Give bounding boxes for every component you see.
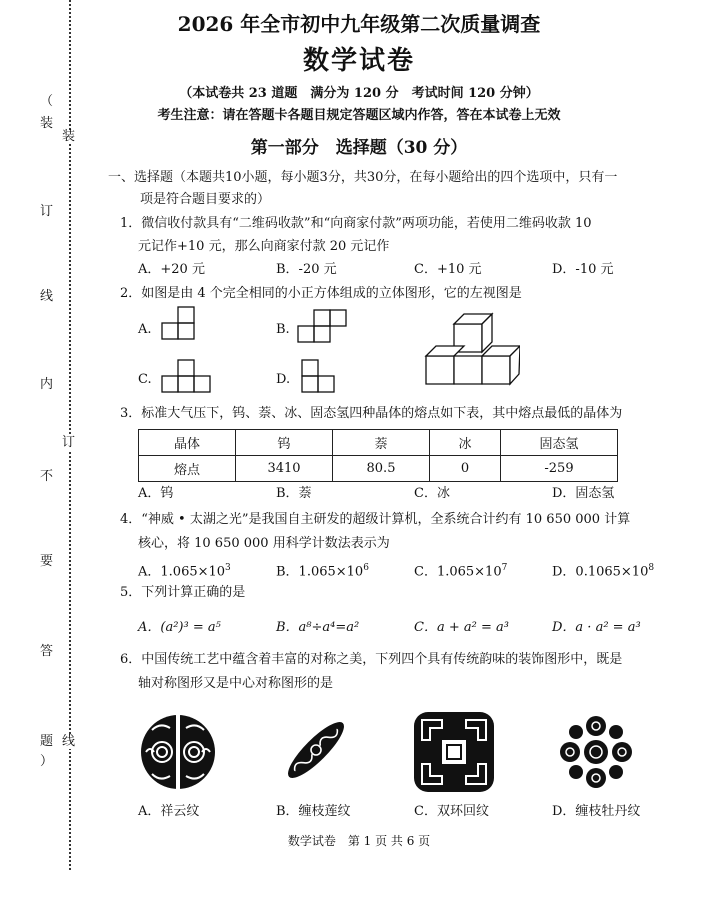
option-label: A．1.065×10 [138,564,226,580]
binding-char: （ [40,94,54,109]
q6-option-c: C．双环回纹 [414,804,489,819]
option-exponent: 6 [363,563,369,573]
q2-figure-b [296,308,352,348]
binding-char: 题 [40,734,54,749]
exam-title: 2026 年全市初中九年级第二次质量调查 [177,12,541,36]
question-1-text: 元记作+10 元，那么向商家付款 20 元记作 [138,239,390,254]
melting-point-table [138,429,618,482]
q5-option-b: B．a⁸÷a⁴=a² [276,620,360,635]
binding-char: ） [40,754,54,769]
table-cell: 冰 [430,430,501,456]
q1-option-c: C．+10 元 [414,262,482,277]
q1-option-b: B．-20 元 [276,262,337,277]
q4-option-b [276,560,369,580]
table-cell: 80.5 [333,456,430,482]
q5-option-c: C．a + a² = a³ [414,620,509,635]
q2-cube-solid [420,312,520,388]
question-3-text: 3．标准大气压下，钨、萘、冰、固态氢四种晶体的熔点如下表，其中熔点最低的晶体为 [120,406,623,421]
table-cell: 晶体 [139,430,236,456]
q5-option-d: D．a · a² = a³ [552,620,641,635]
binding-char: 装 [40,116,54,131]
section-intro: 项是符合题目要求的） [140,192,271,207]
lotus-scroll-ornament [276,710,356,790]
q2-option-d: D. [276,372,291,387]
binding-char: 内 [40,377,54,392]
q6-option-b: B．缠枝莲纹 [276,804,351,819]
q2-figure-a [160,305,200,345]
question-6-text: 轴对称图形又是中心对称图形的是 [138,676,334,691]
binding-char: 答 [40,644,54,659]
binding-char: 订 [62,435,76,450]
peony-scroll-ornament [556,712,636,792]
table-cell: 固态氢 [501,430,618,456]
q3-option-b: B．萘 [276,486,312,501]
table-cell: 钨 [236,430,333,456]
exam-info: （本试卷共 23 道题 满分为 120 分 考试时间 120 分钟） [179,86,539,101]
table-cell: 0 [430,456,501,482]
q2-figure-d [300,358,340,398]
option-exponent: 3 [225,563,231,573]
binding-char: 装 [62,129,76,144]
q3-option-a: A．钨 [138,486,174,501]
q5-option-a: A．(a²)³ = a⁵ [138,620,221,635]
q2-option-a: A. [138,322,152,337]
binding-char: 线 [40,289,54,304]
option-exponent: 8 [648,563,655,573]
q2-option-c: C. [138,372,152,387]
binding-char: 订 [40,204,54,219]
table-cell: 熔点 [139,456,236,482]
q2-figure-c [160,358,216,398]
option-label: B．1.065×10 [276,564,364,580]
q3-option-d: D．固态氢 [552,486,615,501]
cloud-pattern-ornament [138,712,218,792]
section-intro: 一、选择题（本题共10小题，每小题3分，共30分，在每小题给出的四个选项中，只有一 [108,170,618,185]
q4-option-d [552,560,654,580]
binding-char: 线 [62,734,76,749]
binding-char: 不 [40,469,54,484]
page-footer: 数学试卷 第 1 页 共 6 页 [287,834,431,848]
part-heading: 第一部分 选择题（30 分） [250,138,468,158]
option-label: D．0.1065×10 [552,564,649,580]
q6-option-a: A．祥云纹 [138,804,200,819]
question-4-text: 4．“神威 • 太湖之光”是我国自主研发的超级计算机，全系统合计约有 10 650 000 计算 [120,512,631,527]
table-row [139,456,618,482]
question-4-text: 核心，将 10 650 000 用科学计数法表示为 [138,536,390,551]
q3-option-c: C．冰 [414,486,450,501]
double-ring-fret-ornament [412,710,496,794]
table-cell: -259 [501,456,618,482]
option-label: C．1.065×10 [414,564,502,580]
exam-subject: 数学试卷 [302,46,415,76]
question-1-text: 1．微信收付款具有“二维码收款”和“向商家付款”两项功能，若使用二维码收款 10 [120,216,592,231]
question-6-text: 6．中国传统工艺中蕴含着丰富的对称之美，下列四个具有传统韵味的装饰图形中，既是 [120,652,623,667]
option-exponent: 7 [501,563,508,573]
table-cell: 萘 [333,430,430,456]
table-row [139,430,618,456]
q2-option-b: B. [276,322,290,337]
question-2-text: 2．如图是由 4 个完全相同的小正方体组成的立体图形，它的左视图是 [120,286,522,301]
q4-option-c [414,560,507,580]
q1-option-a: A．+20 元 [138,262,205,277]
table-cell: 3410 [236,456,333,482]
binding-char: 要 [40,554,54,569]
q1-option-d: D．-10 元 [552,262,614,277]
question-5-text: 5．下列计算正确的是 [120,585,246,600]
q4-option-a [138,560,231,580]
q6-option-d: D．缠枝牡丹纹 [552,804,641,819]
exam-notice: 考生注意：请在答题卡各题目规定答题区域内作答，答在本试卷上无效 [157,108,561,123]
